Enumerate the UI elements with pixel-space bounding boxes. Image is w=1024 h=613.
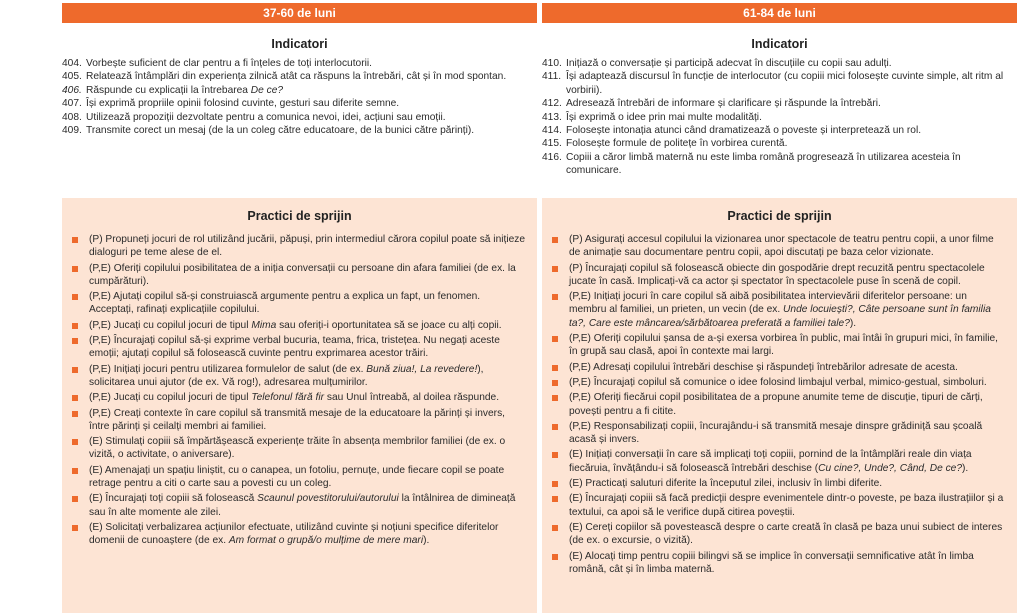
indicator-item bbox=[62, 57, 537, 70]
practice-item bbox=[552, 233, 1007, 260]
square-bullet-icon bbox=[72, 294, 78, 300]
practice-text bbox=[569, 477, 1007, 490]
practice-text bbox=[89, 334, 527, 361]
practice-text-italic: Cu cine?, Unde?, Când, De ce? bbox=[818, 462, 963, 474]
practice-item bbox=[72, 435, 527, 462]
practice-text-part: (P,E) Încurajați copilul să-și exprime verbal bucuria, teama, frica, tristețea. Nu negați aceste emoții; ajutați copilul să folosească cuvinte pentru exprimarea acestor trăiri. bbox=[89, 335, 500, 360]
square-bullet-icon bbox=[552, 452, 558, 458]
indicators-list bbox=[62, 57, 537, 137]
indicator-text: Adresează întrebări de informare și clarificare și răspunde la întrebări. bbox=[566, 98, 881, 110]
indicator-number: 409. bbox=[62, 125, 82, 137]
indicator-text: Transmite corect un mesaj (de la un coleg către educatoare, de la bunici către părinți). bbox=[86, 125, 475, 137]
practice-text-part: (P,E) Creați contexte în care copilul să transmită mesaje de la educatoare la părinți și invers, între părinți și ceilalți membri ai familiei. bbox=[89, 407, 505, 432]
practice-item bbox=[72, 319, 527, 332]
practice-item bbox=[72, 233, 527, 260]
practice-item bbox=[552, 550, 1007, 577]
practice-text-part: (P,E) Oferiți fiecărui copil posibilitatea de a propune anumite teme de discuție, tipuri de cărți, povești pentru a fi citite. bbox=[569, 392, 983, 417]
practice-text-part: sau Unul întreabă, al doilea răspunde. bbox=[324, 392, 500, 404]
square-bullet-icon bbox=[72, 237, 78, 243]
practice-text bbox=[569, 521, 1007, 548]
indicators-list bbox=[542, 57, 1017, 178]
square-bullet-icon bbox=[72, 525, 78, 531]
practice-text-part: ), solicitarea unui ajutor (de ex. Vă rog!), adresarea mulțumirilor. bbox=[89, 363, 484, 388]
practice-text bbox=[569, 448, 1007, 475]
practice-text-part: (E) Cereți copiilor să povestească despre o carte creată în clasă pe baza unui subiect de interes (de ex. o excursie, o vizită). bbox=[569, 521, 1003, 547]
practice-text bbox=[89, 407, 527, 434]
indicator-item bbox=[542, 151, 1017, 178]
square-bullet-icon bbox=[72, 323, 78, 329]
practice-item bbox=[552, 290, 1007, 330]
practice-text bbox=[569, 290, 1007, 330]
practice-text-part: (P,E) Responsabilizați copiii, încurajându-i să transmită mesaje dinspre grădiniță sau școală acasă și invers. bbox=[569, 420, 983, 446]
square-bullet-icon bbox=[72, 496, 78, 502]
practice-text-italic: Mima bbox=[251, 319, 277, 331]
indicator-item bbox=[542, 70, 1017, 97]
practice-item bbox=[72, 391, 527, 404]
square-bullet-icon bbox=[552, 525, 558, 531]
indicator-item bbox=[542, 137, 1017, 150]
practices-title: Practici de sprijin bbox=[727, 209, 832, 223]
practice-text-part: (P,E) Oferiți copilului posibilitatea de a iniția conversații cu persoane din afara familiei (de ex. la cumpărături). bbox=[89, 262, 516, 287]
practice-text bbox=[569, 262, 1007, 289]
practice-text bbox=[89, 290, 527, 317]
practice-text-part: (P,E) Ajutați copilul să-și construiască argumente pentru a explica un fapt, un fenomen. Acceptați, rafinați explicațiile copilului. bbox=[89, 291, 481, 316]
right-column bbox=[542, 0, 1017, 613]
practice-item bbox=[552, 391, 1007, 418]
practice-item bbox=[72, 363, 527, 390]
indicator-text: Își exprimă o idee prin mai multe modalități. bbox=[566, 111, 762, 123]
practice-text-part: (E) Solicitați verbalizarea acțiunilor efectuate, utilizând cuvinte și noțiuni specifice diferitelor domenii de cunoaștere (de ex. bbox=[89, 521, 499, 547]
practice-item bbox=[72, 464, 527, 491]
practice-text-part: (E) Stimulați copiii să împărtășească experiențe trăite în absența membrilor familiei (de ex. o vizită, o activitate, o aniversare). bbox=[89, 436, 506, 461]
practice-item bbox=[552, 448, 1007, 475]
practice-text bbox=[569, 550, 1007, 577]
practice-text bbox=[89, 319, 527, 332]
practice-text bbox=[89, 391, 527, 404]
practice-text-part: (E) Încurajați copiii să facă predicții despre evenimentele dintr-o poveste, pe baza ilustrațiilor și a textului, ca apoi să le verifice după citirea poveștii. bbox=[569, 493, 1004, 518]
practice-text-part: (P,E) Adresați copilului întrebări deschise și răspundeți întrebărilor adresate de acesta. bbox=[569, 361, 958, 373]
practice-item bbox=[552, 361, 1007, 374]
indicator-text: Își exprimă propriile opinii folosind cuvinte, gesturi sau diferite semne. bbox=[86, 98, 400, 110]
left-column bbox=[62, 0, 537, 613]
practice-text bbox=[569, 420, 1007, 447]
practice-text bbox=[569, 376, 1007, 389]
practice-text bbox=[89, 363, 527, 390]
square-bullet-icon bbox=[72, 338, 78, 344]
square-bullet-icon bbox=[72, 367, 78, 373]
practice-item bbox=[552, 477, 1007, 490]
practice-text bbox=[89, 464, 527, 491]
practice-text bbox=[89, 233, 527, 260]
practice-text-italic: Scaunul povestitorului/autorului bbox=[257, 493, 399, 505]
square-bullet-icon bbox=[552, 237, 558, 243]
practices-box bbox=[62, 198, 537, 613]
practice-item bbox=[552, 376, 1007, 389]
practice-text-italic: Telefonul fără fir bbox=[251, 392, 325, 404]
indicator-item bbox=[542, 57, 1017, 70]
indicator-item bbox=[62, 111, 537, 124]
indicator-item bbox=[542, 97, 1017, 110]
practices-title: Practici de sprijin bbox=[247, 209, 352, 223]
indicator-text bbox=[86, 84, 537, 97]
practice-text-part: (P,E) Oferiți copilului șansa de a-și exersa vorbirea în public, mai întâi în grupuri mici, în familie, în grupă sau clasă, apoi în contexte mai largi. bbox=[569, 333, 998, 358]
indicator-text: Relatează întâmplări din experiența zilnică atât ca răspuns la întrebări, cât și în mod spontan. bbox=[86, 71, 507, 83]
practice-text-part: (P) Propuneți jocuri de rol utilizând jucării, păpuși, prin intermediul cărora copilul poate să inițieze dialoguri pe teme alese de el. bbox=[89, 234, 526, 259]
square-bullet-icon bbox=[552, 554, 558, 560]
indicator-number: 411. bbox=[542, 71, 562, 83]
indicator-text: Copiii a căror limbă maternă nu este limba română progresează în utilizarea acesteia în comunicare. bbox=[566, 151, 961, 177]
practice-text-part: sau oferiți-i oportunitatea să se joace cu alți copii. bbox=[276, 319, 502, 331]
indicator-text: Folosește intonația atunci când dramatizează o poveste și interpretează un rol. bbox=[566, 125, 922, 137]
practice-text-part: (P,E) Încurajați copilul să comunice o idee folosind limbajul verbal, mimico-gestual, simboluri. bbox=[569, 376, 987, 388]
practice-item bbox=[72, 262, 527, 289]
practice-item bbox=[552, 332, 1007, 359]
practice-text-italic: Am format o grupă/o mulțime de mere mari bbox=[228, 535, 424, 547]
square-bullet-icon bbox=[72, 468, 78, 474]
indicator-item bbox=[62, 70, 537, 83]
practice-text bbox=[569, 332, 1007, 359]
practice-text-part: (P) Asigurați accesul copilului la vizionarea unor spectacole de teatru pentru copii, a unor filme de animație sau documentare pentru copii, apoi discutați pe baza celor vizionate. bbox=[569, 234, 994, 259]
square-bullet-icon bbox=[72, 266, 78, 272]
practice-text bbox=[569, 492, 1007, 519]
square-bullet-icon bbox=[552, 266, 558, 272]
practice-item bbox=[72, 334, 527, 361]
indicator-text: Vorbește suficient de clar pentru a fi înțeles de toți interlocutorii. bbox=[86, 58, 372, 69]
practice-text-part: (P) Încurajați copilul să folosească obiecte din gospodărie drept recuzită pentru spectacolele jucate în casă. Implicați-vă ca actor și spectator în spectacolele puse în scenă de copil. bbox=[569, 262, 985, 287]
indicator-number: 412. bbox=[542, 98, 562, 110]
practices-list bbox=[552, 233, 1007, 576]
practices-box bbox=[542, 198, 1017, 613]
square-bullet-icon bbox=[552, 395, 558, 401]
practice-text-part: la întâlnirea de dimineață sau în alte momente ale zilei. bbox=[89, 493, 516, 518]
square-bullet-icon bbox=[552, 496, 558, 502]
indicator-number: 415. bbox=[542, 138, 562, 150]
practice-text-part: (E) Amenajați un spațiu liniștit, cu o canapea, un fotoliu, pernuțe, unde fiecare copil se poate retrage pentru a citi o carte sau a povesti cu un coleg. bbox=[89, 464, 505, 490]
indicator-number: 406. bbox=[62, 84, 82, 96]
square-bullet-icon bbox=[552, 424, 558, 430]
practice-item bbox=[552, 420, 1007, 447]
indicator-number: 405. bbox=[62, 71, 82, 83]
practice-item bbox=[552, 521, 1007, 548]
indicator-item bbox=[62, 97, 537, 110]
indicator-text-italic: De ce? bbox=[250, 84, 284, 96]
practice-text-part: ). bbox=[962, 462, 969, 474]
practice-text bbox=[569, 361, 1007, 374]
square-bullet-icon bbox=[552, 294, 558, 300]
practice-text-part: (P,E) Jucați cu copilul jocuri de tipul bbox=[89, 319, 252, 331]
practice-text-italic: Unde locuiești?, Câte persoane sunt în familia ta?, Care este mâncarea/sărbătoarea preferată a familiei tale? bbox=[569, 304, 991, 329]
practice-text-part: (E) Inițiați conversații în care să implicați toți copiii, pornind de la întâmplări reale din viața fiecăruia, învățându-i să folosească întrebări deschise ( bbox=[569, 449, 972, 474]
indicator-item bbox=[542, 124, 1017, 137]
square-bullet-icon bbox=[72, 411, 78, 417]
indicator-number: 414. bbox=[542, 125, 562, 137]
indicator-number: 407. bbox=[62, 98, 82, 110]
square-bullet-icon bbox=[552, 481, 558, 487]
indicator-number: 410. bbox=[542, 58, 562, 69]
practice-text bbox=[569, 233, 1007, 260]
indicator-item bbox=[62, 84, 537, 97]
practice-text-italic: Bună ziua!, La revedere! bbox=[366, 363, 478, 375]
indicator-number: 416. bbox=[542, 151, 562, 163]
indicator-text-part: Răspunde cu explicații la întrebarea bbox=[86, 84, 251, 96]
indicator-item bbox=[62, 124, 537, 137]
practice-text-part: (E) Practicați saluturi diferite la începutul zilei, inclusiv în limbi diferite. bbox=[569, 478, 883, 490]
indicator-text: Utilizează propoziții dezvoltate pentru a comunica nevoi, idei, acțiuni sau emoții. bbox=[86, 111, 446, 123]
practice-text bbox=[89, 492, 527, 519]
indicator-text: Folosește formule de politețe în vorbirea curentă. bbox=[566, 138, 788, 150]
practice-item bbox=[72, 290, 527, 317]
indicator-text: Inițiază o conversație și participă adecvat în discuțiile cu copii sau adulți. bbox=[566, 58, 892, 69]
practice-text-part: ). bbox=[423, 535, 430, 547]
practice-text-part: (P,E) Jucați cu copilul jocuri de tipul bbox=[89, 392, 252, 404]
indicators-title: Indicatori bbox=[751, 37, 808, 51]
indicator-number: 413. bbox=[542, 111, 562, 123]
practices-list bbox=[72, 233, 527, 548]
practice-text-part: ). bbox=[849, 317, 857, 329]
practice-item bbox=[72, 492, 527, 519]
practice-text-part: (E) Alocați timp pentru copiii bilingvi să se implice în conversații semnificative atât în limba română, cât și în limba maternă. bbox=[569, 550, 974, 575]
indicators-title: Indicatori bbox=[271, 37, 328, 51]
practice-item bbox=[552, 492, 1007, 519]
square-bullet-icon bbox=[552, 365, 558, 371]
indicator-text: Își adaptează discursul în funcție de interlocutor (cu copiii mici folosește cuvinte simple, alt ritm al vorbirii). bbox=[566, 71, 1004, 96]
practice-text bbox=[89, 435, 527, 462]
indicator-item bbox=[542, 111, 1017, 124]
square-bullet-icon bbox=[72, 439, 78, 445]
indicator-number: 408. bbox=[62, 111, 82, 123]
practice-text-part: (E) Încurajați toți copiii să folosească bbox=[89, 493, 258, 505]
square-bullet-icon bbox=[552, 336, 558, 342]
practice-text bbox=[89, 521, 527, 548]
age-header: 37-60 de luni bbox=[62, 3, 537, 23]
square-bullet-icon bbox=[552, 380, 558, 386]
square-bullet-icon bbox=[72, 395, 78, 401]
age-header: 61-84 de luni bbox=[542, 3, 1017, 23]
practice-text-part: (P,E) Inițiați jocuri pentru utilizarea formulelor de salut (de ex. bbox=[89, 363, 367, 375]
practice-text bbox=[569, 391, 1007, 418]
practice-text bbox=[89, 262, 527, 289]
indicator-number: 404. bbox=[62, 58, 82, 69]
practice-item bbox=[72, 407, 527, 434]
practice-item bbox=[552, 262, 1007, 289]
practice-item bbox=[72, 521, 527, 548]
practice-text-part: (P,E) Inițiați jocuri în care copilul să aibă posibilitatea intervievării diferitelor persoane: un membru al familiei, un prieten, un vecin (de ex. bbox=[569, 291, 967, 316]
